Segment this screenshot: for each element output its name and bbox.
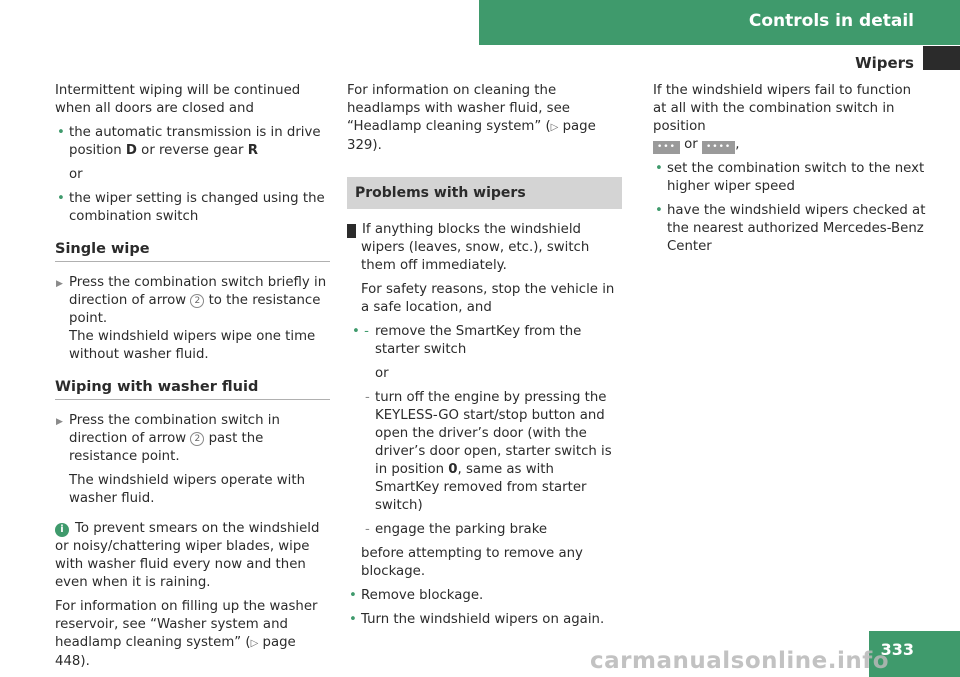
washer-heading: Wiping with washer fluid [55,378,330,400]
column-left [55,82,330,677]
before-text: before attempting to remove any blockage. [361,546,583,579]
instruction-item: ▶ Press the combination switch briefly in direction of arrow 2 to the resistance point. The windshield wipers wipe one time without washer fluid. [55,274,330,364]
or-text: or [69,167,83,182]
list-item: • the automatic transmission is in drive position D or reverse gear R [55,124,330,160]
result-text: The windshield wipers operate with washer fluid. [69,473,306,506]
list-item: • - remove the SmartKey from the starter switch [347,323,622,359]
arrow-2-icon: 2 [190,294,204,308]
section-title: Wipers [855,54,914,72]
chapter-title: Controls in detail [748,11,914,31]
list-item: • Remove blockage. [347,587,622,605]
list-item: • the wiper setting is changed using the combination switch [55,190,330,226]
intro-text: Intermittent wiping will be continued when all doors are closed and [55,83,301,116]
warning-note: ! If anything blocks the windshield wipers (leaves, snow, etc.), switch them off immediately. [342,222,590,273]
fail-text: If the windshield wipers fail to function at all with the combination switch in position ••• or •••• , [653,83,912,152]
section-tab-marker [923,46,960,70]
info-icon: i [55,523,69,537]
info-note: i To prevent smears on the windshield or noisy/chattering wiper blades, wipe with washer fluid every now and then even when it is raining. [55,521,320,590]
list-item: • Turn the windshield wipers on again. [347,611,622,629]
cleaning-text: For information on cleaning the headlamps with washer fluid, see “Headlamp cleaning system” (▷ page 329). [347,83,596,153]
instruction-item: ▶ Press the combination switch in direction of arrow 2 past the resistance point. [55,412,330,466]
warning-icon: ! [347,224,356,238]
filling-text: For information on filling up the washer reservoir, see “Washer system and headlamp cleaning system” (▷ page 448). [55,599,318,669]
list-item: • have the windshield wipers checked at the nearest authorized Mercedes-Benz Center [653,202,928,256]
single-wipe-heading: Single wipe [55,240,330,262]
wiper-fast-icon: •••• [702,141,735,154]
or-text: or [375,366,389,381]
list-item: - turn off the engine by pressing the KEYLESS-GO start/stop button and open the driver’s door (with the driver’s door open, starter switch is in position 0, same as with SmartKey removed from starter switch) [347,389,622,515]
watermark: carmanualsonline.info [590,648,890,674]
wiper-interval-icon: ••• [653,141,680,154]
page-number: 333 [880,640,914,659]
column-middle [342,82,622,635]
list-item: • set the combination switch to the next higher wiper speed [653,160,928,196]
page-ref-icon: ▷ [250,638,259,649]
arrow-2-icon: 2 [190,432,204,446]
page-ref-icon: ▷ [550,122,559,133]
list-item: - engage the parking brake [347,521,622,539]
column-right [653,82,928,262]
safety-text: For safety reasons, stop the vehicle in a safe location, and [361,282,615,315]
problems-heading: Problems with wipers [347,177,622,209]
